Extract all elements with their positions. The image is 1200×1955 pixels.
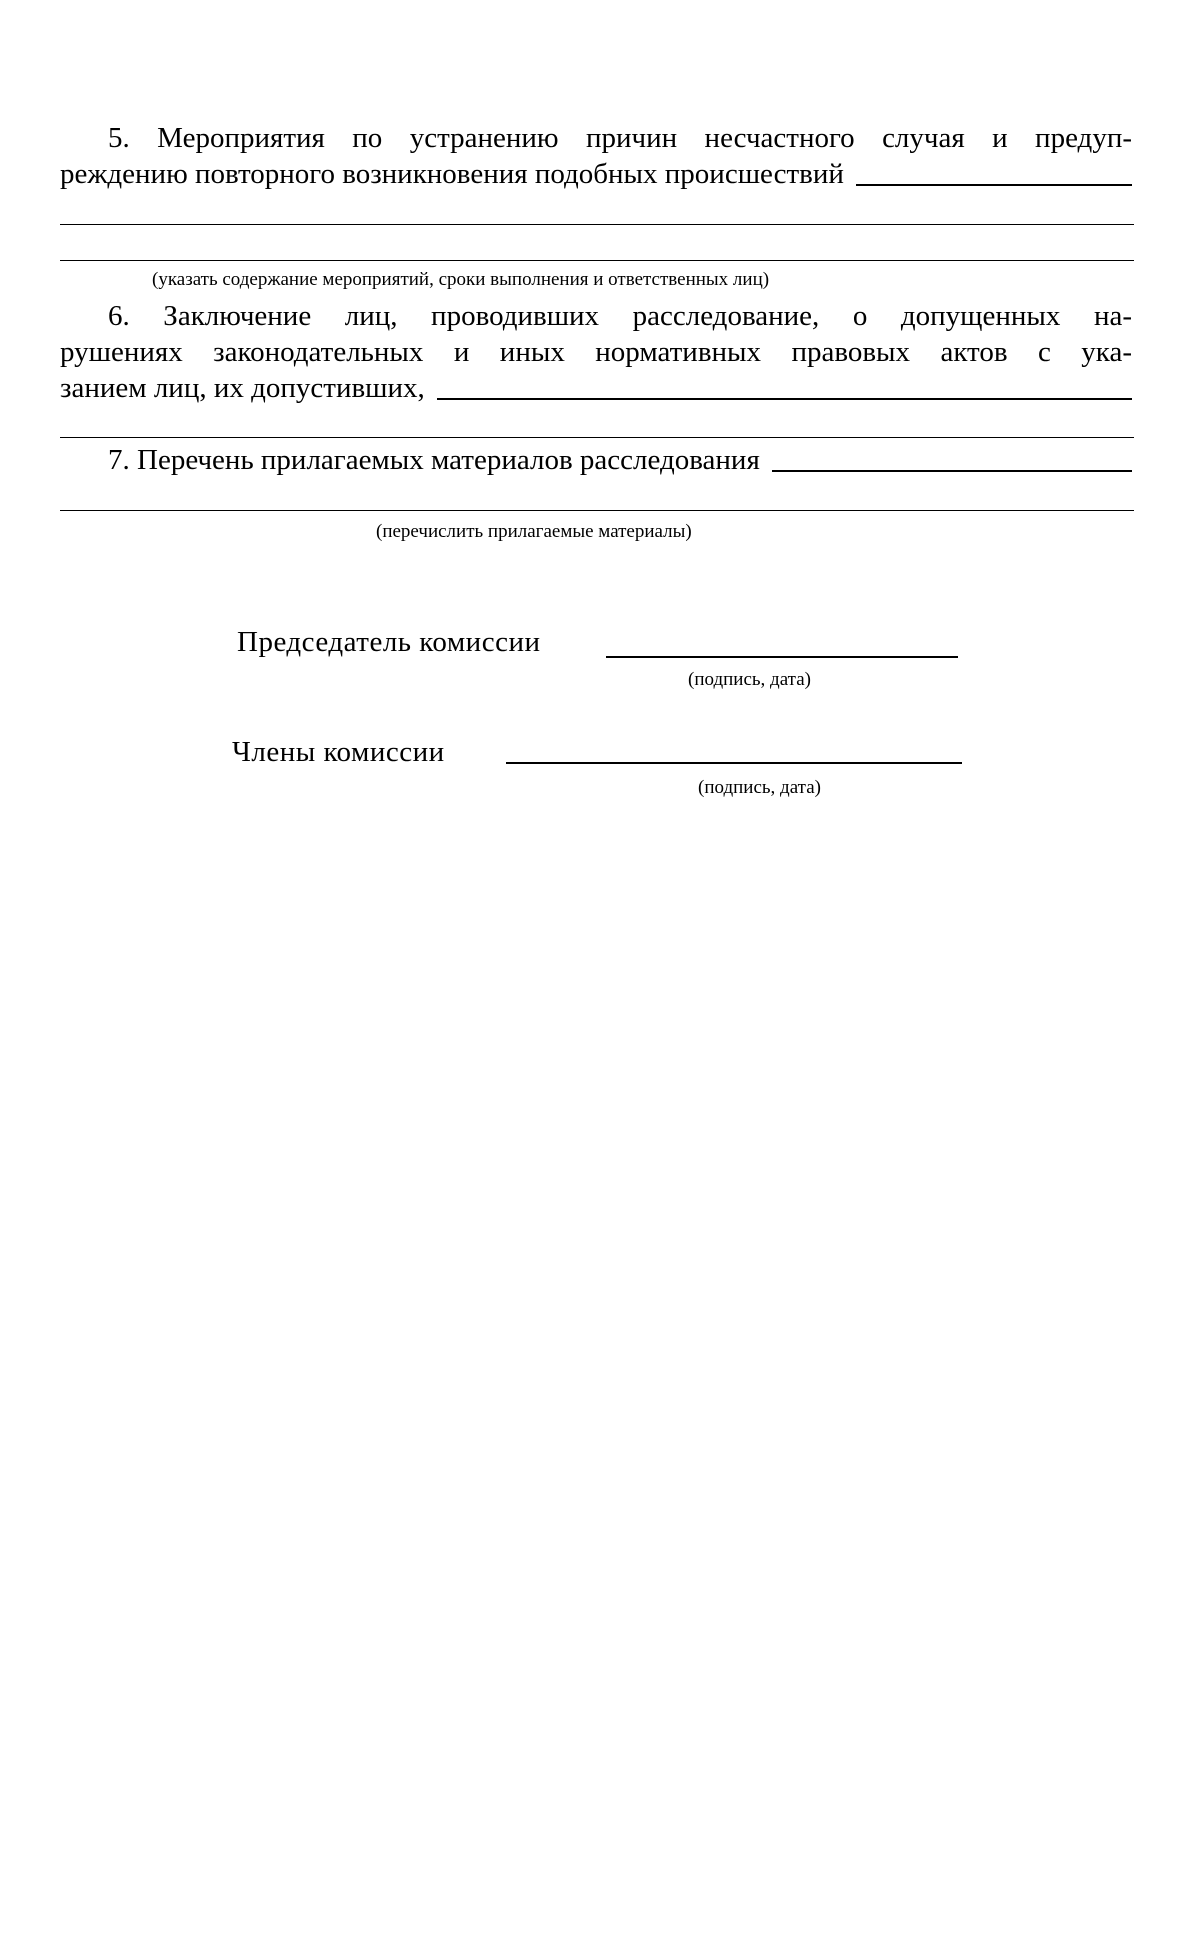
section-5-line-1: 5. Мероприятия по устранению причин несчастного случая и предуп-	[108, 122, 1132, 154]
section-6-line-3: занием лиц, их допустивших,	[60, 372, 425, 404]
section-7-line-1: 7. Перечень прилагаемых материалов расследования	[108, 444, 760, 476]
section-7-blank-line	[60, 510, 1134, 511]
section-7-line-1-row	[108, 442, 1132, 478]
section-5-blank-line-1	[60, 224, 1134, 225]
section-5-line-2-row	[60, 156, 1132, 192]
chairman-label: Председатель комиссии	[237, 626, 541, 658]
section-6-fill-line	[437, 398, 1132, 400]
section-5-fill-line	[856, 184, 1132, 186]
section-6-line-2: рушениях законодательных и иных нормативных правовых актов с ука-	[60, 336, 1132, 368]
members-label: Члены комиссии	[232, 736, 445, 768]
chairman-signature-line	[606, 656, 958, 658]
section-5-line-2: реждению повторного возникновения подобных происшествий	[60, 158, 844, 190]
section-6-blank-line	[60, 437, 1134, 438]
members-signature-line	[506, 762, 962, 764]
members-signature-caption: (подпись, дата)	[698, 777, 821, 798]
section-6-line-3-row	[60, 370, 1132, 406]
section-6-line-1: 6. Заключение лиц, проводивших расследование, о допущенных на-	[108, 300, 1132, 332]
section-7-fill-line	[772, 470, 1132, 472]
section-7-caption: (перечислить прилагаемые материалы)	[376, 521, 692, 542]
section-5-caption: (указать содержание мероприятий, сроки выполнения и ответственных лиц)	[152, 269, 770, 290]
chairman-signature-caption: (подпись, дата)	[688, 669, 811, 690]
section-5-blank-line-2	[60, 260, 1134, 261]
